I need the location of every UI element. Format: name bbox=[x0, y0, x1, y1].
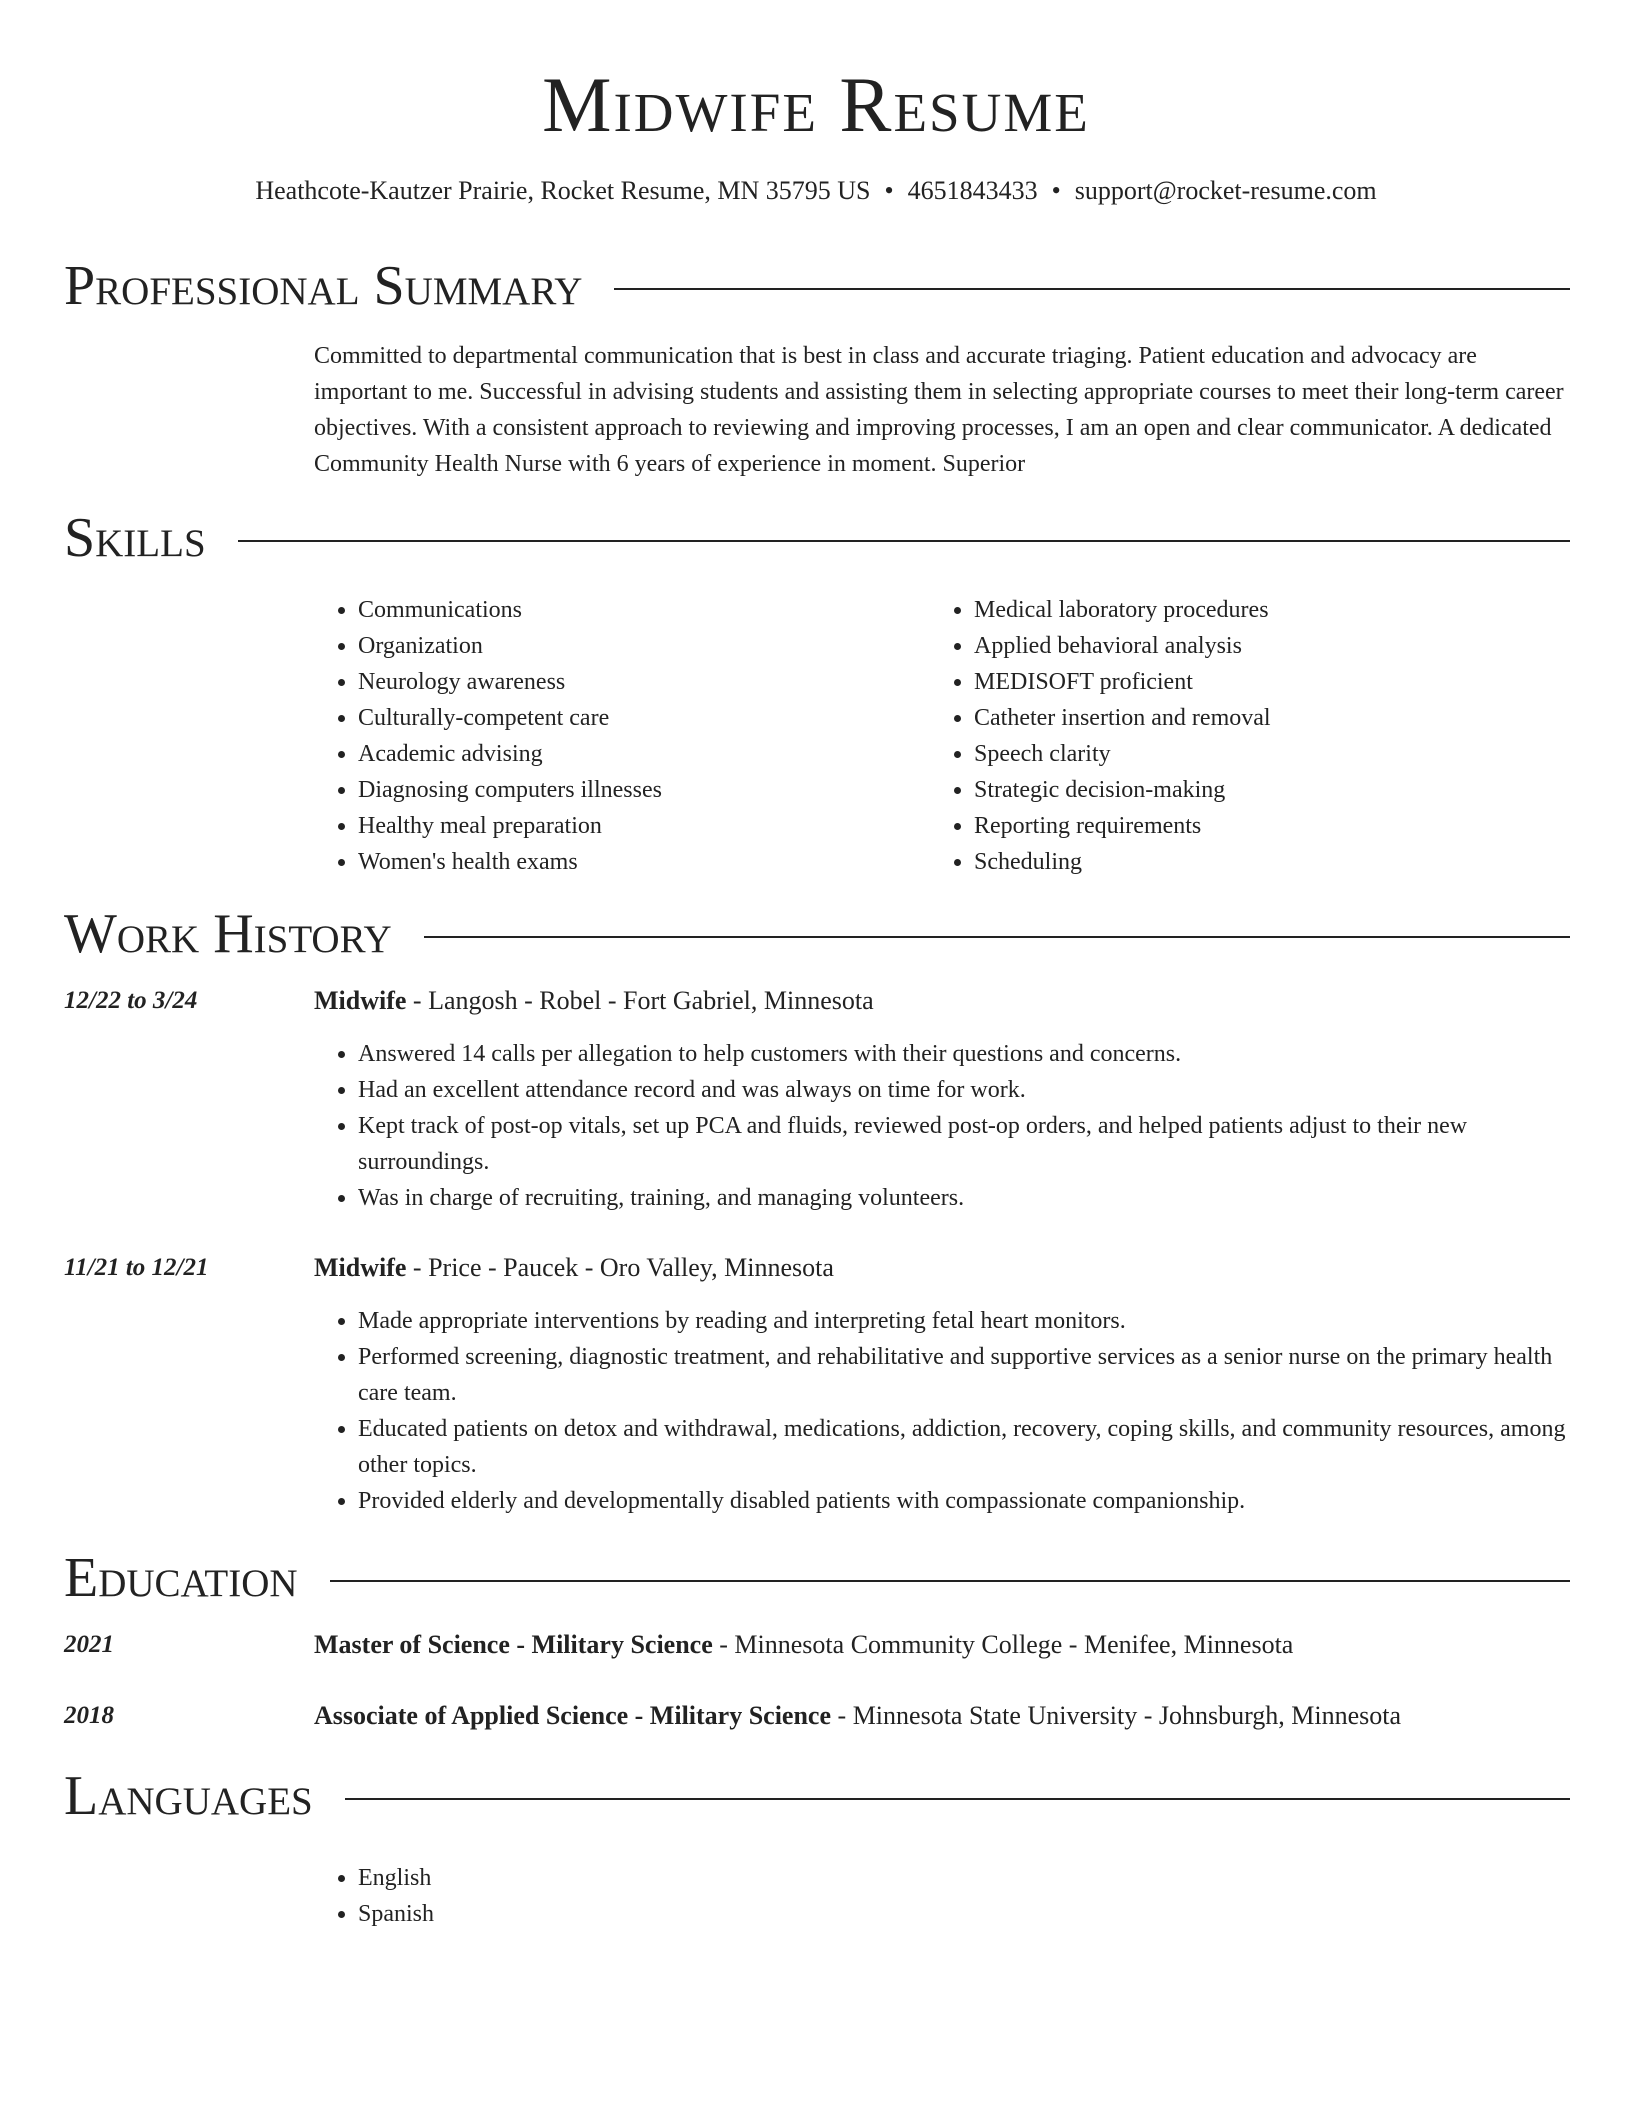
job-bullet: • Kept track of post-op vitals, set up PCA and fluids, reviewed post-op orders, and helped patients adjust to their new surroundings. bbox=[358, 1108, 1572, 1180]
skills-list-right bbox=[930, 592, 1530, 880]
skills-heading: Skills bbox=[64, 507, 206, 569]
job-title: Midwife bbox=[314, 986, 407, 1015]
job-employer: - Langosh - Robel - Fort Gabriel, Minnesota bbox=[406, 986, 874, 1015]
job-bullets bbox=[314, 1303, 1572, 1519]
work-section-header bbox=[64, 902, 1570, 966]
work-heading: Work History bbox=[64, 903, 392, 965]
skill-item: • Reporting requirements bbox=[974, 808, 1530, 844]
contact-address: Heathcote-Kautzer Prairie, Rocket Resume, MN 35795 US bbox=[255, 176, 871, 205]
job-bullet: • Had an excellent attendance record and was always on time for work. bbox=[358, 1072, 1572, 1108]
section-divider bbox=[424, 936, 1570, 938]
job-bullet: • Was in charge of recruiting, training, and managing volunteers. bbox=[358, 1180, 1572, 1216]
education-degree: Master of Science - Military Science bbox=[314, 1630, 713, 1659]
job-bullet: • Answered 14 calls per allegation to help customers with their questions and concerns. bbox=[358, 1036, 1572, 1072]
job-title-line bbox=[314, 1250, 1572, 1286]
summary-heading: Professional Summary bbox=[64, 255, 583, 317]
skill-item: • Healthy meal preparation bbox=[358, 808, 884, 844]
contact-email: support@rocket-resume.com bbox=[1074, 176, 1377, 205]
skill-item: • Academic advising bbox=[358, 736, 884, 772]
contact-phone: 4651843433 bbox=[907, 176, 1038, 205]
summary-section-header bbox=[64, 254, 1570, 318]
education-section-header bbox=[64, 1546, 1570, 1610]
skill-item: • Women's health exams bbox=[358, 844, 884, 880]
contact-line bbox=[0, 174, 1632, 208]
education-line bbox=[314, 1698, 1572, 1734]
skills-column-right bbox=[930, 592, 1530, 880]
job-bullet: • Provided elderly and developmentally disabled patients with compassionate companionship. bbox=[358, 1483, 1572, 1519]
education-heading: Education bbox=[64, 1547, 298, 1609]
skill-item: • Organization bbox=[358, 628, 884, 664]
skills-column-left bbox=[314, 592, 884, 880]
skill-item: • Scheduling bbox=[974, 844, 1530, 880]
skill-item: • Strategic decision-making bbox=[974, 772, 1530, 808]
job-title-line bbox=[314, 983, 1572, 1019]
job-bullet: • Educated patients on detox and withdrawal, medications, addiction, recovery, coping skills, and community resources, among other topics. bbox=[358, 1411, 1572, 1483]
languages-section-header bbox=[64, 1764, 1570, 1828]
education-year: 2021 bbox=[64, 1631, 114, 1658]
language-item: • English bbox=[358, 1860, 1114, 1896]
job-dates: 11/21 to 12/21 bbox=[64, 1254, 209, 1281]
skill-item: • Neurology awareness bbox=[358, 664, 884, 700]
skill-item: • Communications bbox=[358, 592, 884, 628]
contact-separator: • bbox=[884, 176, 894, 205]
job-bullets bbox=[314, 1036, 1572, 1216]
skill-item: • Diagnosing computers illnesses bbox=[358, 772, 884, 808]
section-divider bbox=[238, 540, 1570, 542]
job-title: Midwife bbox=[314, 1253, 407, 1282]
education-year: 2018 bbox=[64, 1702, 114, 1729]
skill-item: • Culturally-competent care bbox=[358, 700, 884, 736]
education-line bbox=[314, 1627, 1572, 1663]
skill-item: • Medical laboratory procedures bbox=[974, 592, 1530, 628]
skills-section-header bbox=[64, 506, 1570, 570]
education-school: - Minnesota Community College - Menifee, Minnesota bbox=[712, 1630, 1294, 1659]
languages-list-container bbox=[314, 1860, 1114, 1932]
job-employer: - Price - Paucek - Oro Valley, Minnesota bbox=[406, 1253, 834, 1282]
language-item: • Spanish bbox=[358, 1896, 1114, 1932]
skill-item: • Catheter insertion and removal bbox=[974, 700, 1530, 736]
education-school: - Minnesota State University - Johnsburgh, Minnesota bbox=[831, 1701, 1402, 1730]
job-bullet-list bbox=[314, 1036, 1572, 1216]
education-degree: Associate of Applied Science - Military Science bbox=[314, 1701, 832, 1730]
resume-name: Midwife Resume bbox=[542, 61, 1090, 148]
job-bullet-list bbox=[314, 1303, 1572, 1519]
section-divider bbox=[614, 288, 1570, 290]
skill-item: • Applied behavioral analysis bbox=[974, 628, 1530, 664]
languages-heading: Languages bbox=[64, 1765, 313, 1827]
job-bullet: • Performed screening, diagnostic treatment, and rehabilitative and supportive services as a senior nurse on the primary health care team. bbox=[358, 1339, 1572, 1411]
job-bullet: • Made appropriate interventions by reading and interpreting fetal heart monitors. bbox=[358, 1303, 1572, 1339]
section-divider bbox=[345, 1798, 1570, 1800]
skills-list-left bbox=[314, 592, 884, 880]
languages-list bbox=[314, 1860, 1114, 1932]
job-dates: 12/22 to 3/24 bbox=[64, 987, 198, 1014]
summary-text: Committed to departmental communication that is best in class and accurate triaging. Patient education and advocacy are important to me. Successful in advising students and assisting them in selecting appropriate courses to meet their long-term career objectives. With a consistent approach to reviewing and improving processes, I am an open and clear communicator. A dedicated Community Health Nurse with 6 years of experience in moment. Superior bbox=[314, 343, 1564, 477]
section-divider bbox=[330, 1580, 1570, 1582]
skill-item: • MEDISOFT proficient bbox=[974, 664, 1530, 700]
contact-separator: • bbox=[1051, 176, 1061, 205]
skill-item: • Speech clarity bbox=[974, 736, 1530, 772]
